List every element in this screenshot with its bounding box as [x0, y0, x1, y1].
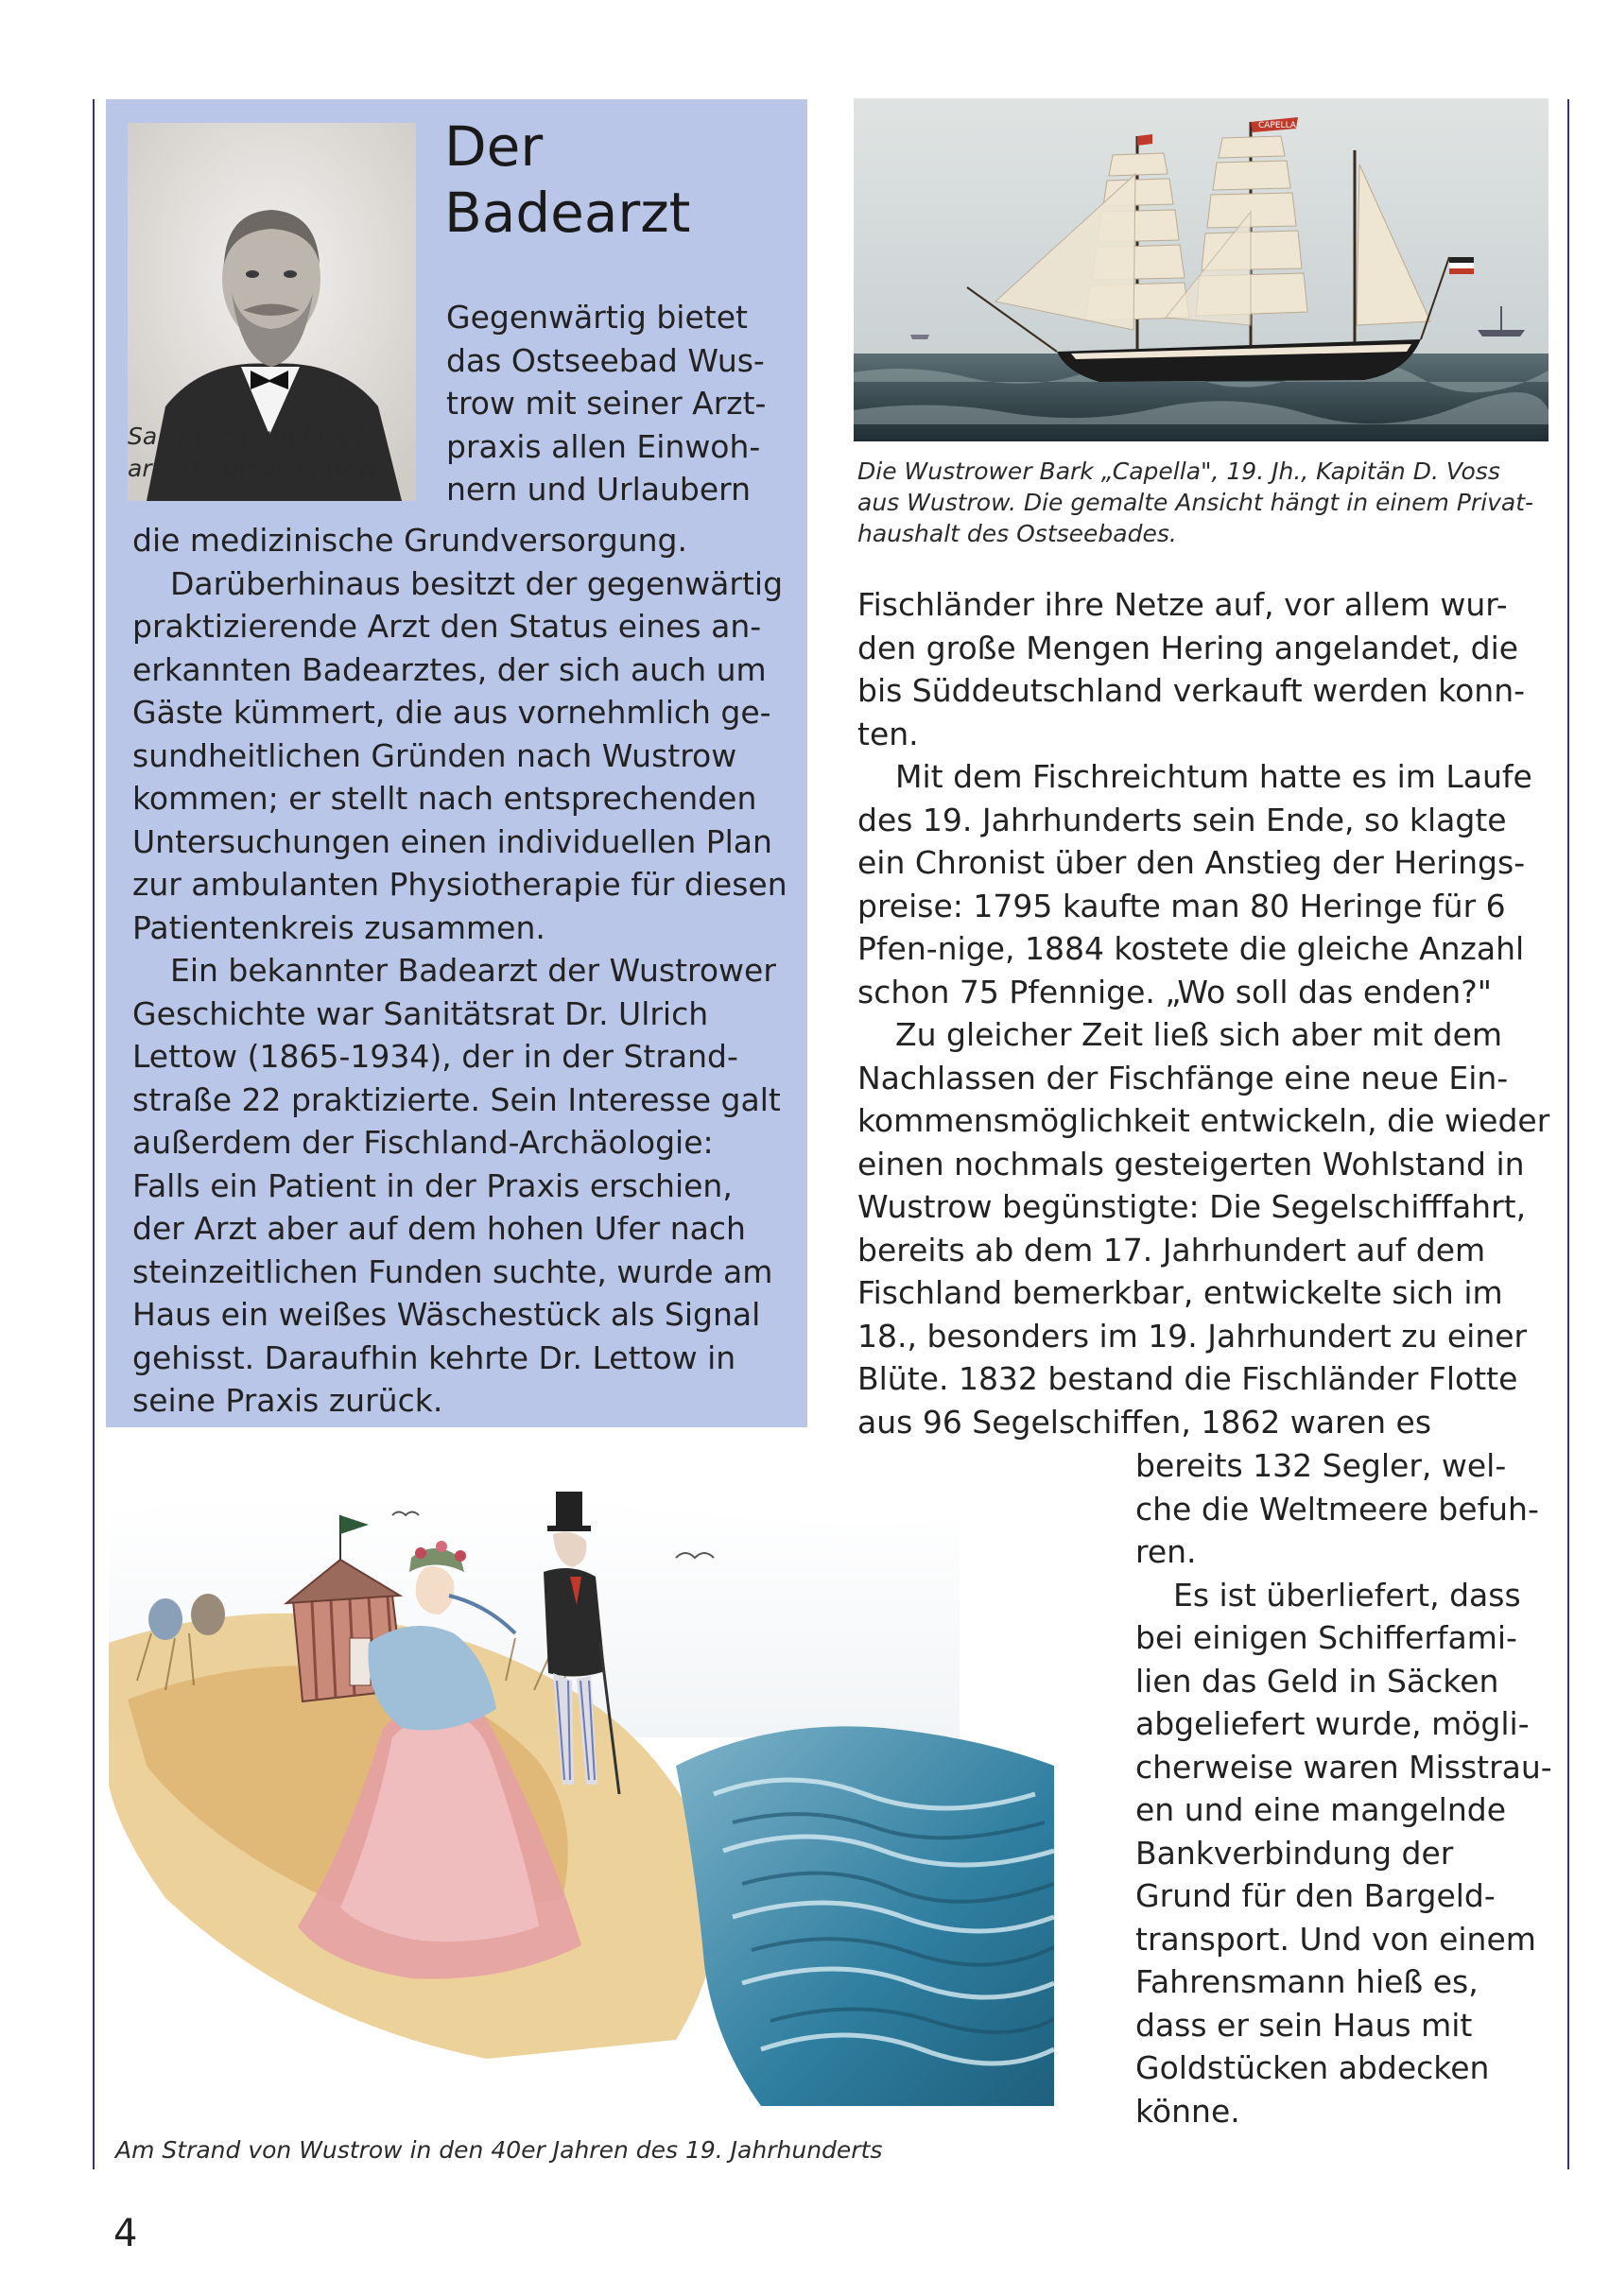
text-line: der Arzt aber auf dem hohen Ufer nach — [132, 1210, 746, 1247]
text-line: che die Weltmeere befuh- — [1135, 1490, 1539, 1528]
text-line: Nachlassen der Fischfänge eine neue Ein- — [857, 1059, 1509, 1096]
text-line: abgeliefert wurde, mögli- — [1135, 1705, 1530, 1742]
text-line: Ein bekannter Badearzt der Wustrower — [170, 952, 776, 989]
article-title — [444, 113, 690, 246]
text-line: dass er sein Haus mit — [1135, 2006, 1473, 2044]
page-number: 4 — [113, 2212, 138, 2255]
text-line: transport. Und von einem — [1135, 1920, 1536, 1958]
text-line: außerdem der Fischland-Archäologie: — [132, 1124, 714, 1161]
ship-caption-line: Die Wustrower Bark „Capella", 19. Jh., Kapitän D. Voss — [857, 457, 1500, 485]
text-line: preise: 1795 kaufte man 80 Heringe für 6 — [857, 887, 1506, 924]
text-line: gehisst. Daraufhin kehrte Dr. Lettow in — [132, 1338, 736, 1376]
text-line: Wustrow begünstigte: Die Segelschifffahrt, — [857, 1188, 1527, 1225]
text-line: einen nochmals gesteigerten Wohlstand in — [857, 1145, 1525, 1183]
right-column-rule — [1567, 99, 1569, 2169]
text-line: bis Süddeutschland verkauft werden konn- — [857, 672, 1526, 709]
portrait-caption — [128, 421, 430, 485]
text-line: kommen; er stellt nach entsprechenden — [132, 780, 757, 817]
text-line: praxis allen Einwoh- — [446, 427, 761, 465]
beach-caption: Am Strand von Wustrow in den 40er Jahren des 19. Jahrhunderts — [115, 2136, 883, 2164]
text-line: Bankverbindung der — [1135, 1834, 1454, 1872]
text-line: das Ostseebad Wus- — [446, 341, 765, 379]
text-line: Darüberhinaus besitzt der gegenwärtig — [170, 564, 784, 602]
text-line: schon 75 Pfennige. „Wo soll das enden?" — [857, 973, 1492, 1010]
text-line: Pfen-nige, 1884 kostete die gleiche Anzahl — [857, 930, 1525, 967]
text-line: straße 22 praktizierte. Sein Interesse galt — [132, 1080, 781, 1118]
text-line: cherweise waren Misstrau- — [1135, 1748, 1552, 1786]
text-line: die medizinische Grundversorgung. — [132, 522, 687, 559]
text-line: Es ist überliefert, dass — [1173, 1576, 1521, 1614]
text-line: zur ambulanten Physiotherapie für diesen — [132, 866, 787, 903]
text-line: Lettow (1865-1934), der in der Strand- — [132, 1038, 738, 1075]
text-line: 18., besonders im 19. Jahrhundert zu einer — [857, 1317, 1528, 1355]
text-line: Zu gleicher Zeit ließ sich aber mit dem — [895, 1016, 1503, 1053]
text-line: Fischländer ihre Netze auf, vor allem wur- — [857, 586, 1508, 623]
text-line: des 19. Jahrhunderts sein Ende, so klagte — [857, 801, 1507, 838]
text-line: Untersuchungen einen individuellen Plan — [132, 822, 772, 860]
text-line: Goldstücken abdecken — [1135, 2049, 1490, 2086]
sidebar-text-narrow — [446, 296, 805, 511]
text-line: nern und Urlaubern — [446, 471, 752, 508]
text-line: bei einigen Schifferfami- — [1135, 1619, 1517, 1656]
text-line: kommensmöglichkeit entwickeln, die wieder — [857, 1102, 1550, 1139]
text-line: Fischland bemerkbar, entwickelte sich im — [857, 1274, 1503, 1311]
text-line: Haus ein weißes Wäschestück als Signal — [132, 1296, 761, 1333]
text-line: steinzeitlichen Funden suchte, wurde am — [132, 1252, 773, 1290]
beach-illustration — [109, 1454, 1054, 2106]
main-text-narrow — [1135, 1444, 1561, 2132]
portrait-caption-line: arzt Dr. Ulrich Lettow — [128, 455, 378, 482]
ship-painting — [854, 98, 1548, 441]
text-line: en und eine mangelnde — [1135, 1791, 1507, 1828]
text-line: Blüte. 1832 bestand die Fischländer Flotte — [857, 1360, 1518, 1397]
ship-flag-text: CAPELLA — [1258, 121, 1296, 130]
title-line: Badearzt — [444, 181, 691, 245]
text-line: Patientenkreis zusammen. — [132, 908, 545, 946]
title-line: Der — [444, 114, 544, 179]
text-line: Falls ein Patient in der Praxis erschien, — [132, 1166, 733, 1204]
text-line: Mit dem Fischreichtum hatte es im Laufe — [895, 758, 1532, 795]
text-line: Grund für den Bargeld- — [1135, 1877, 1496, 1914]
sidebar-text-full — [132, 519, 804, 1423]
portrait-caption-line: Sanitätsrat und Bade- — [128, 423, 387, 450]
text-line: bereits 132 Segler, wel- — [1135, 1447, 1507, 1484]
text-line: trow mit seiner Arzt- — [446, 385, 767, 422]
ship-caption-line: aus Wustrow. Die gemalte Ansicht hängt in einem Privat- — [857, 489, 1534, 516]
text-line: ein Chronist über den Anstieg der Herings- — [857, 844, 1526, 881]
left-column-rule — [93, 99, 95, 2169]
text-line: seine Praxis zurück. — [132, 1382, 443, 1419]
text-line: Geschichte war Sanitätsrat Dr. Ulrich — [132, 994, 709, 1032]
text-line: Gegenwärtig bietet — [446, 299, 748, 336]
main-text-column — [857, 583, 1562, 1443]
text-line: lien das Geld in Säcken — [1135, 1662, 1499, 1700]
text-line: Gäste kümmert, die aus vornehmlich ge- — [132, 694, 771, 731]
text-line: sundheitlichen Gründen nach Wustrow — [132, 736, 737, 774]
text-line: erkannten Badearztes, der sich auch um — [132, 650, 767, 688]
text-line: den große Mengen Hering angelandet, die — [857, 629, 1519, 666]
text-line: könne. — [1135, 2092, 1240, 2130]
text-line: bereits ab dem 17. Jahrhundert auf dem — [857, 1231, 1486, 1269]
text-line: Fahrensmann hieß es, — [1135, 1963, 1479, 2000]
ship-caption — [857, 456, 1552, 549]
text-line: ten. — [857, 715, 919, 752]
text-line: ren. — [1135, 1533, 1197, 1570]
ship-caption-line: haushalt des Ostseebades. — [857, 520, 1177, 547]
text-line: aus 96 Segelschiffen, 1862 waren es — [857, 1403, 1432, 1441]
text-line: praktizierende Arzt den Status eines an- — [132, 608, 762, 645]
